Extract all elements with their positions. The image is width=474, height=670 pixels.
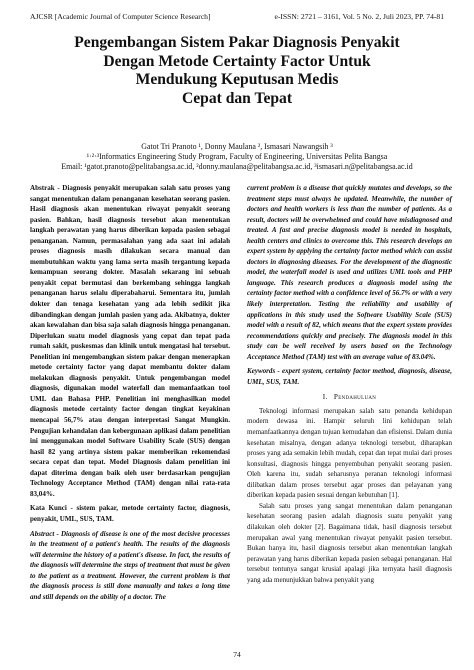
section-heading-introduction (247, 392, 452, 403)
intro-paragraph-2: Salah satu proses yang sangat menentukan dalam penanganan kesehatan seorang pasien adalah diagnosis suatu penyakit yang dilakukan oleh dokter [2]. Bagaimana tidak, hasil diagnosis tersebut merupakan awal yang menentukan riwayat penyakit pasien tersebut. Bukan hanya itu, hasil diagnosis tersebut akan menentukan langkah perawatan yang harus diberikan kepada pasien sebagai penanganan. Hal tersebut tentunya sangat krusial apalagi jika ternyata hasil diagnosis yang ada menunjukkan bahwa penyakit yang (247, 501, 452, 584)
intro-paragraph-1: Teknologi informasi merupakan salah satu penanda kehidupan modern dewasa ini. Hampir seluruh lini kehidupan telah memanfaatkannya dengan tujuan kemudahan dan efisiensi. Dalam dunia kesehatan misalnya, dengan adanya teknologi tersebut, diharapkan proses yang ada semakin lebih mudah, cepat dan tepat mulai dari proses konsultasi, diagnosis hingga penyembuhan penyakit seorang pasien. Oleh karena itu, sudah seharusnya peranan teknologi informasi dilibatkan dalam proses tersebut agar proses dan pelayanan yang diberikan kepada pasien sesuai dengan kebutuhan [1]. (247, 406, 452, 500)
keywords-english: Keywords - expert system, certainty factor method, diagnosis, disease, UML, SUS, TAM. (247, 367, 452, 386)
running-header (30, 12, 444, 21)
abstract-english-part2: current problem is a disease that quickly mutates and develops, so the treatment steps must always be updated. Meanwhile, the number of doctors and health workers is less than the number of patients. As a result, doctors will be overwhelmed and could have misdiagnosed and treated. A fast and precise diagnosis model is needed in hospitals, health centers and clinics to overcome this. This research develops an expert system by applying the certainty factor method which can assist doctors in diagnosing diseases. For the development of the diagnostic model, the waterfall model is used and utilizes UML tools and PHP language. This research produces a diagnosis model using the certainty factor method with a confidence level of 56.7% or with a very likely interpretation. Testing the reliability and usability of applications in this study used the Software Usability Scale (SUS) model with a result of 82, which means that the expert system provides recommendations quickly and precisely. The diagnosis model in this study can be well received by users based on the Technology Acceptance Method (TAM) test with an average value of 83.04%. (247, 184, 452, 361)
keywords-indonesian: Kata Kunci - sistem pakar, metode certainty factor, diagnosis, penyakit, UML, SUS, TAM. (30, 504, 230, 523)
abstract-indonesian: Abstrak - Diagnosis penyakit merupakan salah satu proses yang sangat menentukan dalam penanganan kesehatan seorang pasien. Hasil diagnosis akan menentukan riwayat penyakit seorang pasien. Bahkan, hasil diagnosis tersebut akan menentukan langkah perawatan yang harus diberikan kepada pasien sebagai penanganan. Namun, permasalahan yang ada saat ini adalah proses diagnosis masih dilakukan secara manual dan membutuhkan waktu yang lama serta masih tergantung kepada kemampuan seorang dokter. Masalah sekarang ini sebuah penyakit cepat bermutasi dan berkembang sehingga langkah penanganan harus selalu diperabaharui. Sementara itu, jumlah dokter dan tenaga kesehatan yang ada lebih sedikit jika dibandingkan dengan jumlah pasien yang ada. Akibatnya, dokter akan kewalahan dan bisa saja salah diagnosis hingga penanganan. Diperlukan suatu model diagnosis yang cepat dan tepat pada rumah sakit, puskesmas dan klinik untuk mengatasi hal tersebut. Penelitian ini mengembangkan sistem pakar dengan menerapkan metode certainty factor yang dapat membantu dokter dalam melakukan diagnosis penyakit. Untuk pengembangan model diagnosis, digunakan model waterfall dan memanfaatkan tool UML dan Bahasa PHP. Penelitian ini menghasilkan model diagnosis metode certainty factor dengan tingkat keyakinan mencapai 56,7% atau dengan interpretasi Sangat Mungkin. Pengujian kehandalan dan kebergunaan aplikasi dalam penelitian ini menggunakan model Software Usability Scale (SUS) dengan hasil 82 yang artinya sistem pakar memberikan rekomendasi secara cepat dan tepat. Model Diagnosis dalam penelitian ini dapat diterima dengan baik oleh user berdasarkan pengujian Technology Acceptance Method (TAM) dengan nilai rata-rata 83,04%. (30, 184, 230, 498)
section-number: I. (322, 393, 328, 402)
author-affiliation: ¹·²·³Informatics Engineering Study Program, Faculty of Engineering, Universitas Pelita Bangsa (86, 152, 388, 162)
right-column (247, 183, 452, 585)
page-number: 74 (233, 650, 241, 659)
abstract-english-part1: Abstract - Diagnosis of disease is one of the most decisive processes in the treatment of a patient's health. The results of the diagnosis will determine the history of a patient's disease. In fact, the results of the diagnosis will determine the steps of treatment that must be given to the patient as a treatment. However, the current problem is that the diagnosis process is still done manually and takes a long time and still depends on the ability of a doctor. The (30, 529, 230, 601)
left-column (30, 183, 230, 602)
paper-title (20, 34, 454, 108)
author-emails: Email: ¹gatot.pranoto@pelitabangsa.ac.id, ²donny.maulana@pelitabangsa.ac.id, ³ismasari.n@pelitabangsa.ac.id (61, 162, 413, 172)
journal-name: AJCSR [Academic Journal of Computer Science Research] (30, 12, 211, 21)
title-line-3: Mendukung Keputusan Medis (135, 71, 339, 89)
title-line-2: Dengan Metode Certainty Factor Untuk (103, 52, 371, 70)
author-names: Gatot Tri Pranoto ¹, Donny Maulana ², Ismasari Nawangsih ³ (141, 142, 333, 151)
title-line-4: Cepat dan Tepat (181, 89, 293, 107)
section-title: Pendahuluan (333, 393, 377, 402)
title-line-1: Pengembangan Sistem Pakar Diagnosis Penyakit (74, 34, 400, 51)
journal-issn: e-ISSN: 2721 – 3161, Vol. 5 No. 2, Juli 2023, PP. 74-81 (274, 12, 444, 21)
author-block (16, 142, 458, 172)
